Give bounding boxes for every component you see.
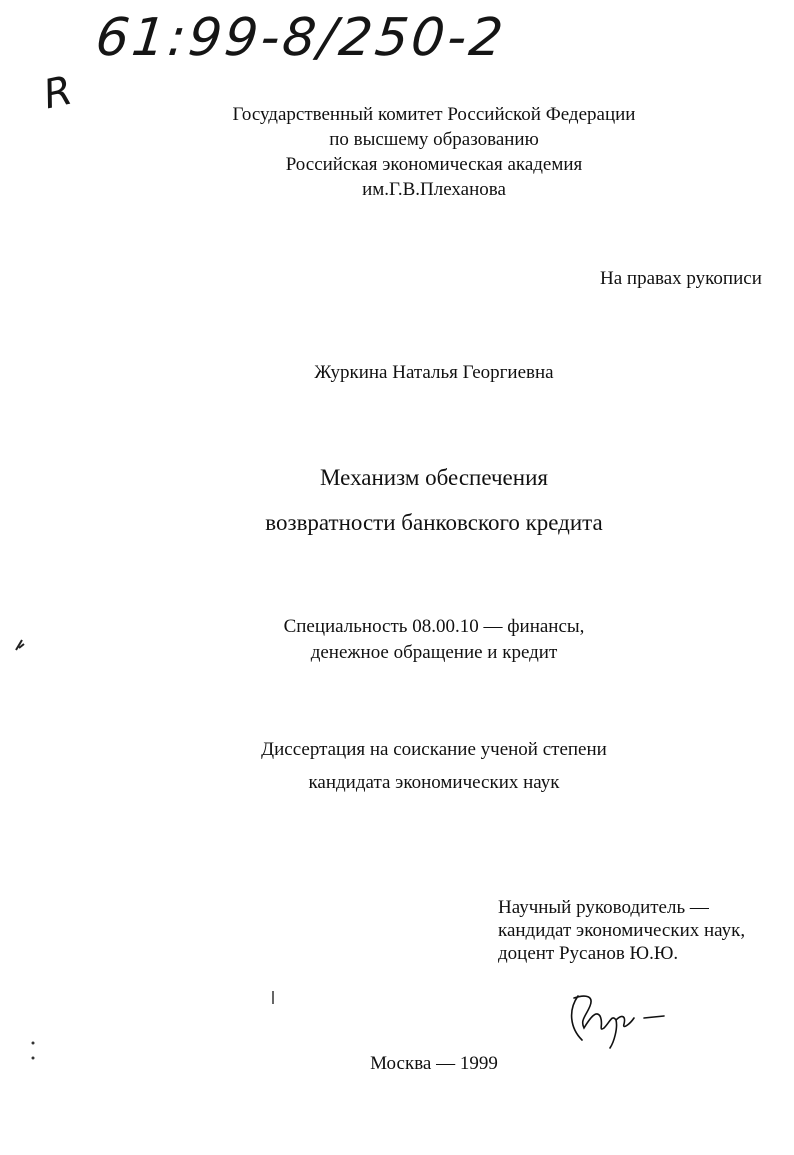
handwritten-archive-code: 61:99-8/250-2 xyxy=(92,8,509,68)
rights-note: На правах рукописи xyxy=(600,268,762,289)
place-year: Москва — 1999 xyxy=(370,1053,498,1074)
specialty-line-2: денежное обращение и кредит xyxy=(310,642,558,663)
specialty-block xyxy=(184,614,684,666)
specialty-line-1: Специальность 08.00.10 — финансы, xyxy=(283,616,585,637)
institution-line-4: им.Г.В.Плеханова xyxy=(362,179,506,200)
dissertation-title xyxy=(184,455,684,545)
supervisor-block xyxy=(498,896,745,965)
institution-line-1: Государственный комитет Российской Федерации xyxy=(232,104,636,125)
degree-block xyxy=(184,733,684,799)
institution-header xyxy=(150,102,718,202)
supervisor-line-2: кандидат экономических наук, xyxy=(498,920,746,941)
institution-line-2: по высшему образованию xyxy=(329,129,539,150)
scan-speck-icon xyxy=(12,636,28,656)
supervisor-line-1: Научный руководитель — xyxy=(498,897,709,918)
author-name: Журкина Наталья Георгиевна xyxy=(314,362,554,383)
institution-line-3: Российская экономическая академия xyxy=(285,154,583,175)
degree-line-1: Диссертация на соискание ученой степени xyxy=(261,739,607,760)
title-line-1: Механизм обеспечения xyxy=(320,465,548,490)
signature-icon xyxy=(560,988,672,1052)
scan-speck-icon xyxy=(270,990,276,1006)
title-line-2: возвратности банковского кредита xyxy=(265,510,603,535)
degree-line-2: кандидата экономических наук xyxy=(308,772,560,793)
handwritten-mark: R xyxy=(39,67,77,119)
scan-speck-icon xyxy=(30,1040,36,1062)
supervisor-line-3: доцент Русанов Ю.Ю. xyxy=(498,943,679,964)
